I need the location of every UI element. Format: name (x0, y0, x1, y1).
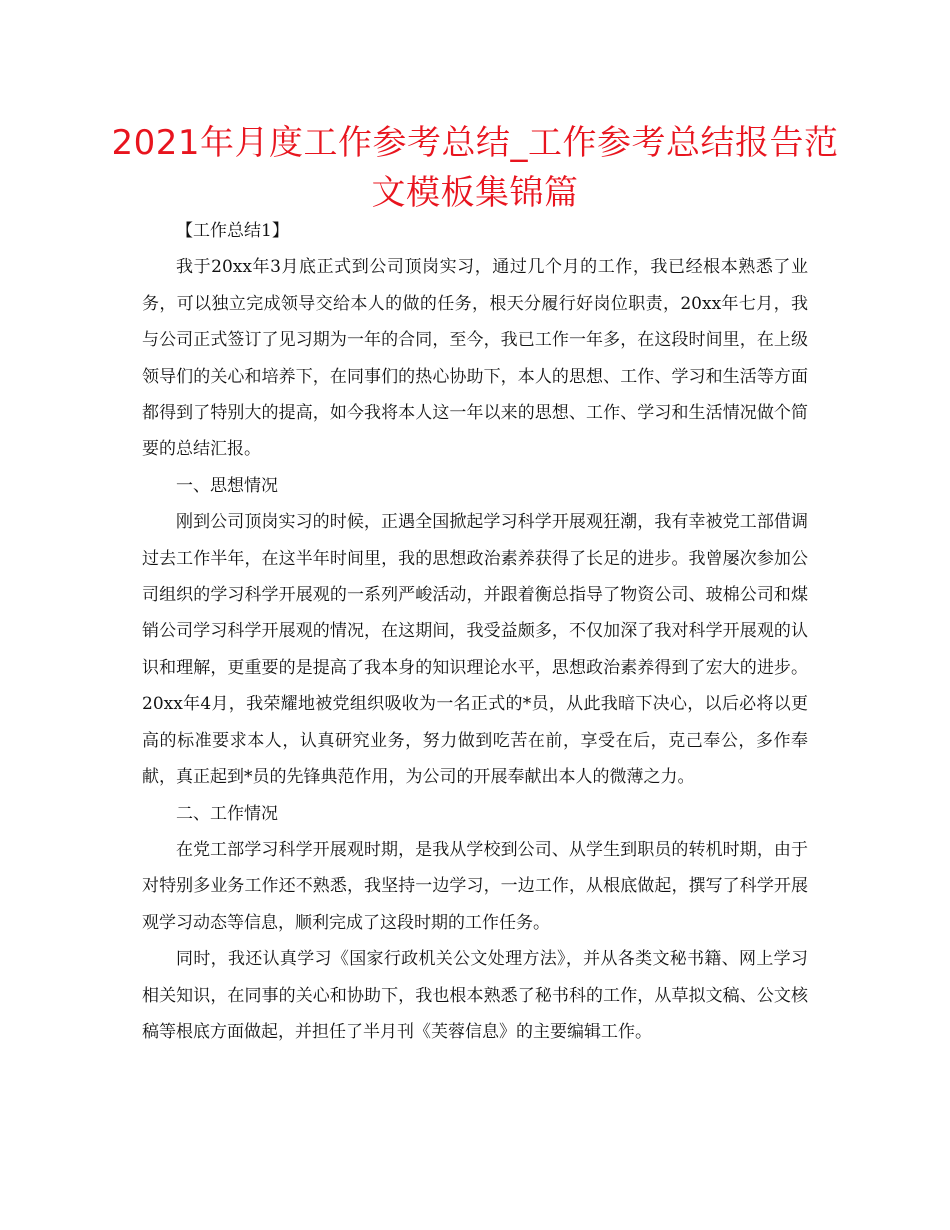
paragraph-intro: 我于20xx年3月底正式到公司顶岗实习，通过几个月的工作，我已经根本熟悉了业务，可以独立完成领导交给本人的做的任务，根天分履行好岗位职责，20xx年七月，我与公司正式签订了见习期为一年的合同，至今，我已工作一年多，在这段时间里，在上级领导们的关心和培养下，在同事们的热心协助下，本人的思想、工作、学习和生活等方面都得到了特别大的提高，如今我将本人这一年以来的思想、工作、学习和生活情况做个简要的总结汇报。 (142, 257, 808, 460)
section-heading-work: 二、工作情况 (176, 803, 278, 824)
paragraph-work-continued: 同时，我还认真学习《国家行政机关公文处理方法》，并从各类文秘书籍、网上学习相关知识，在同事的关心和协助下，我也根本熟悉了秘书科的工作，从草拟文稿、公文核稿等根底方面做起，并担任了半月刊《芙蓉信息》的主要编辑工作。 (142, 949, 808, 1042)
document-body (142, 213, 808, 1050)
document-title: 2021年月度工作参考总结_工作参考总结报告范文模板集锦篇 (111, 123, 839, 213)
section-heading-summary-1: 【工作总结1】 (176, 221, 289, 241)
paragraph-thought: 刚到公司顶岗实习的时候，正遇全国掀起学习科学开展观狂潮，我有幸被党工部借调过去工作半年，在这半年时间里，我的思想政治素养获得了长足的进步。我曾屡次参加公司组织的学习科学开展观的一系列严峻活动，并跟着衡总指导了物资公司、玻棉公司和煤销公司学习科学开展观的情况，在这期间，我受益颇多，不仅加深了我对科学开展观的认识和理解，更重要的是提高了我本身的知识理论水平，思想政治素养得到了宏大的进步。20xx年4月，我荣耀地被党组织吸收为一名正式的*员，从此我暗下决心，以后必将以更高的标准要求本人，认真研究业务，努力做到吃苦在前，享受在后，克己奉公，多作奉献，真正起到*员的先锋典范作用，为公司的开展奉献出本人的微薄之力。 (142, 512, 808, 788)
section-heading-thought: 一、思想情况 (176, 475, 278, 496)
paragraph-work: 在党工部学习科学开展观时期，是我从学校到公司、从学生到职员的转机时期，由于对特别多业务工作还不熟悉，我坚持一边学习，一边工作，从根底做起，撰写了科学开展观学习动态等信息，顺利完成了这段时期的工作任务。 (142, 839, 808, 933)
